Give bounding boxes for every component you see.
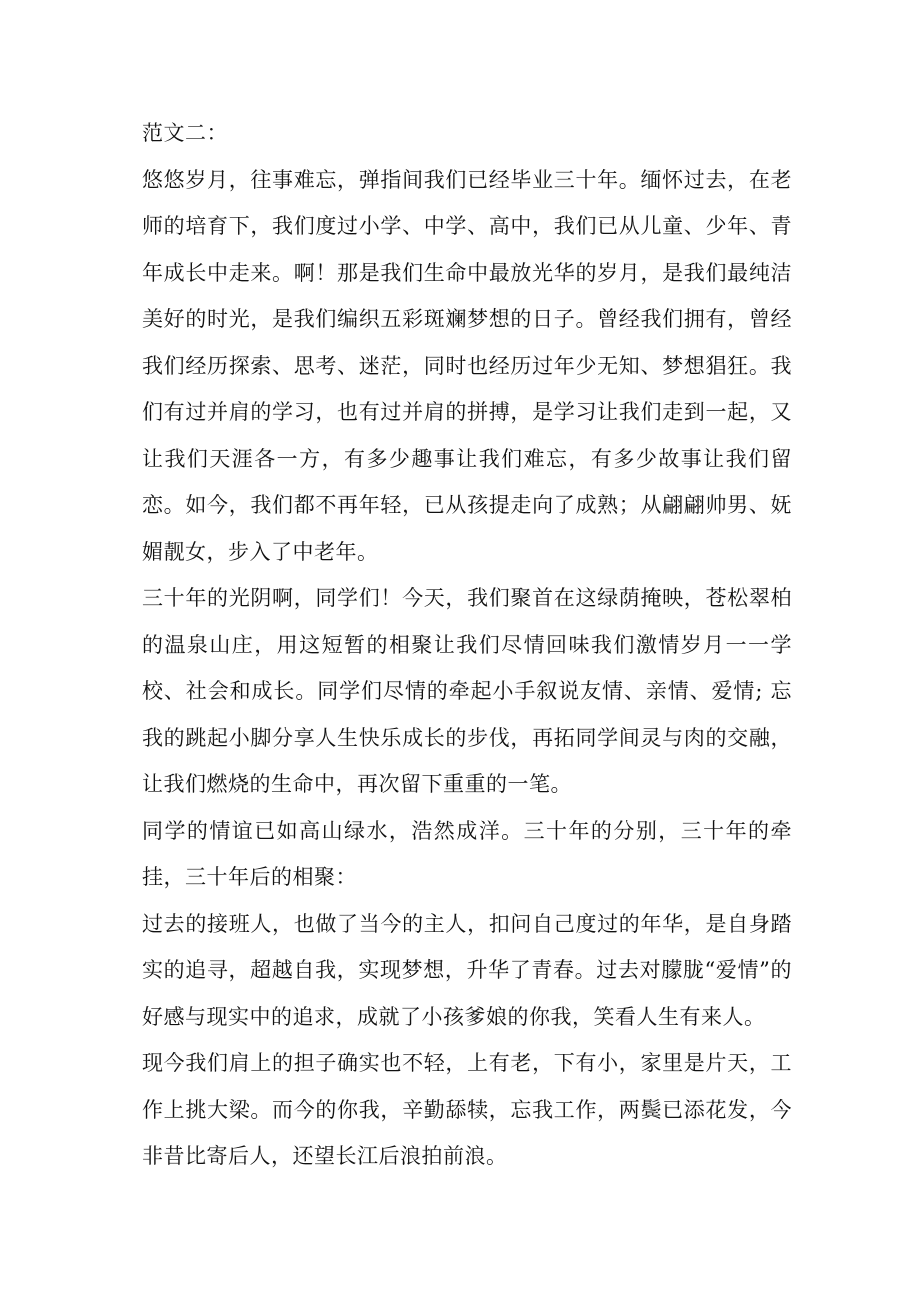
- section-heading: 范文二：: [142, 121, 228, 145]
- paragraph-5: 现今我们肩上的担子确实也不轻，上有老，下有小，家里是片天，工作上挑大梁。而今的你我，辛勤舔犊，忘我工作，两鬓已添花发，今非昔比寄后人，还望长江后浪拍前浪。: [142, 1051, 792, 1168]
- document-body: [132, 110, 792, 1180]
- paragraph-4: 过去的接班人，也做了当今的主人，扣问自己度过的年华，是自身踏实的追寻，超越自我，实现梦想，升华了青春。过去对朦胧“爱情”的好感与现实中的追求，成就了小孩爹娘的你我，笑看人生有来人。: [142, 911, 792, 1029]
- paragraph-1: 悠悠岁月，往事难忘，弹指间我们已经毕业三十年。缅怀过去，在老师的培育下，我们度过小学、中学、高中，我们已从儿童、少年、青年成长中走来。啊！那是我们生命中最放光华的岁月，是我们最纯洁美好的时光，是我们编织五彩斑斓梦想的日子。曾经我们拥有，曾经我们经历探索、思考、迷茫，同时也经历过年少无知、梦想猖狂。我们有过并肩的学习，也有过并肩的拼搏，是学习让我们走到一起，又让我们天涯各一方，有多少趣事让我们难忘，有多少故事让我们留恋。如今，我们都不再年轻，已从孩提走向了成熟；从翩翩帅男、妩媚靓女，步入了中老年。: [142, 167, 792, 564]
- paragraph-3: 同学的情谊已如高山绿水，浩然成洋。三十年的分别，三十年的牵挂，三十年后的相聚：: [142, 818, 792, 889]
- paragraph-2: 三十年的光阴啊，同学们！今天，我们聚首在这绿荫掩映，苍松翠柏的温泉山庄，用这短暂的相聚让我们尽情回味我们激情岁月一一学校、社会和成长。同学们尽情的牵起小手叙说友情、亲情、爱情; 忘我的跳起小脚分享人生快乐成长的步伐，再拓同学间灵与肉的交融，让我们燃烧的生命中，再次留下重重的一笔。: [142, 586, 792, 796]
